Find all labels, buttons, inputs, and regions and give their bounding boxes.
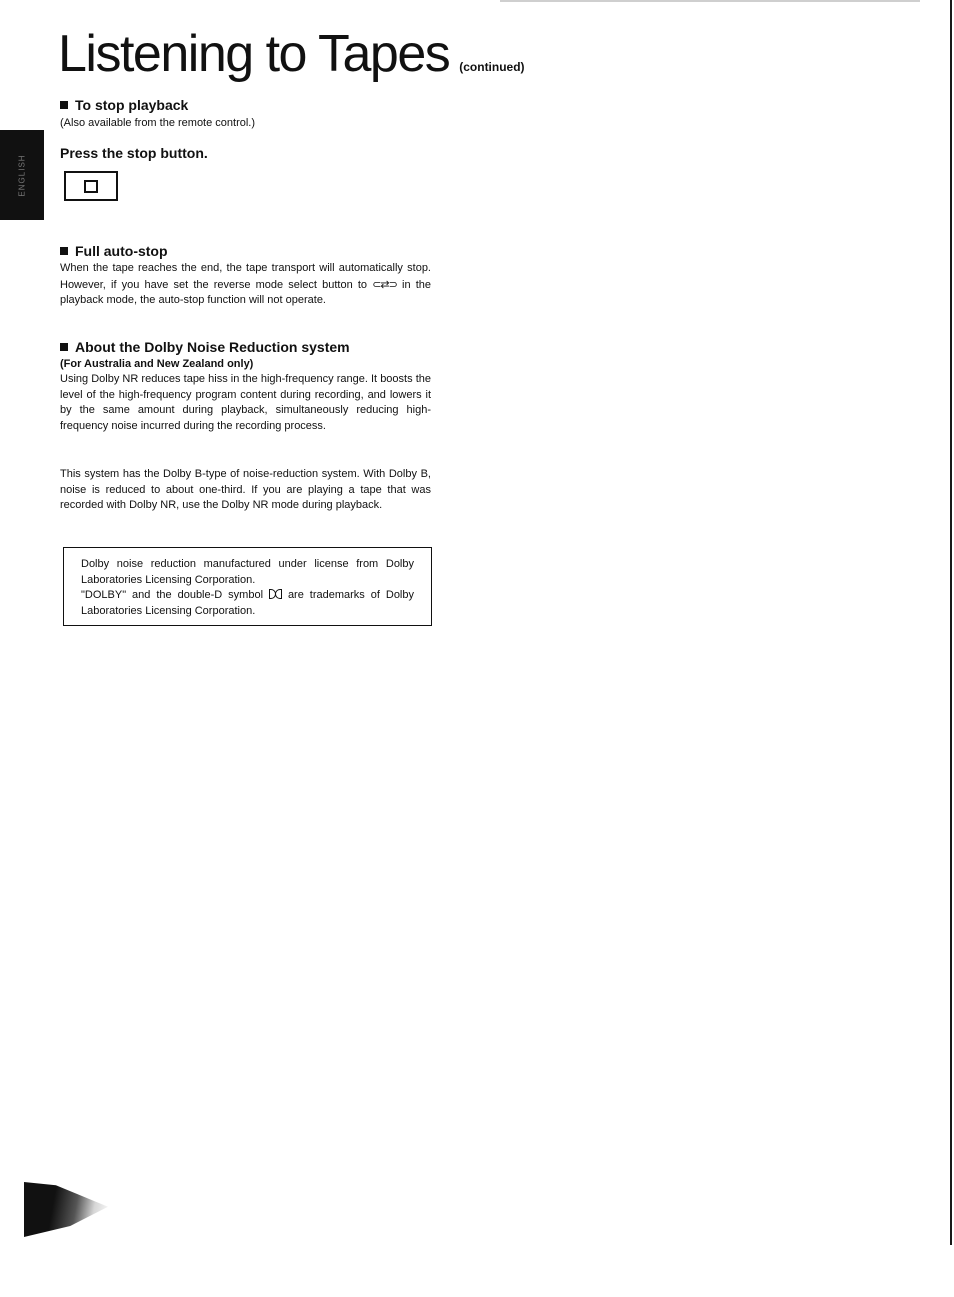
dolby-heading-text: About the Dolby Noise Reduction system <box>75 339 350 355</box>
stop-playback-heading <box>60 97 188 114</box>
double-d-icon <box>269 589 282 599</box>
bullet-square-icon <box>60 101 68 109</box>
auto-stop-text-1: When the tape reaches the end, the tape transport will automatically stop. However, if you have set the reverse mode select button to <box>60 262 431 291</box>
reverse-mode-icon: ⊂⇄⊃ <box>372 277 397 291</box>
continued-label: (continued) <box>459 60 525 74</box>
notice-line-2-text-1: "DOLBY" and the double-D symbol <box>81 589 264 602</box>
auto-stop-heading-text: Full auto-stop <box>75 243 168 259</box>
language-side-tab <box>0 130 44 220</box>
dolby-region-note: (For Australia and New Zealand only) <box>60 358 254 370</box>
stop-button-illustration <box>64 171 118 201</box>
stop-playback-heading-text: To stop playback <box>75 97 189 113</box>
stop-square-icon <box>84 180 98 193</box>
remote-control-note: (Also available from the remote control.) <box>60 117 256 129</box>
notice-line-2-text-2: are trademarks of Dolby Laboratories Licensing Corporation. <box>81 589 414 617</box>
right-edge-rule <box>950 0 952 1245</box>
stop-instruction: Press the stop button. <box>60 145 208 161</box>
page-title <box>58 25 525 83</box>
dolby-heading <box>60 339 350 356</box>
top-edge-rule <box>500 0 920 2</box>
auto-stop-paragraph <box>60 261 431 309</box>
bullet-square-icon <box>60 343 68 351</box>
side-tab-label: ENGLISH <box>17 153 27 197</box>
bullet-square-icon <box>60 247 68 255</box>
notice-line-2 <box>81 588 414 619</box>
dolby-paragraph-2: This system has the Dolby B-type of noise-reduction system. With Dolby B, noise is reduced to about one-third. If you are playing a tape that was recorded with Dolby NR, use the Dolby NR mode during playback. <box>60 468 431 512</box>
dolby-paragraph-1: Using Dolby NR reduces tape hiss in the high-frequency range. It boosts the level of the high-frequency program content during recording, and lowers it by the same amount during playback, simultaneously reducing high-frequency noise incurred during the recording process. <box>60 373 431 433</box>
auto-stop-text-2: in the playback mode, the auto-stop function will not operate. <box>60 278 432 307</box>
notice-line-1: Dolby noise reduction manufactured under license from Dolby Laboratories Licensing Corporation. <box>81 558 414 586</box>
dolby-license-notice <box>63 547 432 626</box>
page-corner-arrow-mark <box>24 1182 108 1237</box>
page-title-text: Listening to Tapes <box>58 25 450 83</box>
auto-stop-heading <box>60 243 168 260</box>
